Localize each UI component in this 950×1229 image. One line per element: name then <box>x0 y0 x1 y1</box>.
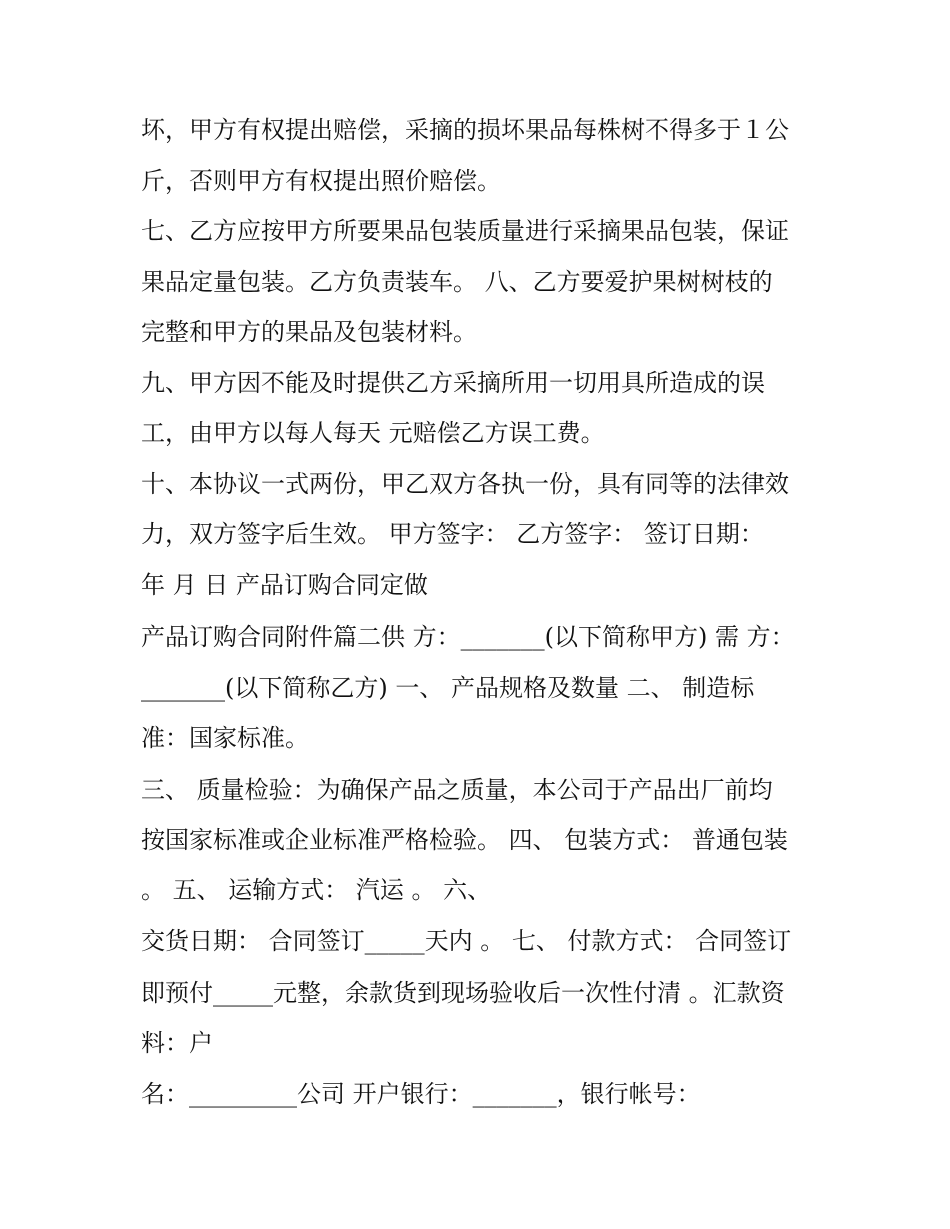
paragraph-line: 交货日期： 合同签订_____天内 。 七、 付款方式： 合同签订 <box>141 927 792 955</box>
paragraph-line: 工，由甲方以每人每天 元赔偿乙方误工费。 <box>141 419 605 447</box>
paragraph-line: 坏，甲方有权提出赔偿，采摘的损坏果品每株树不得多于１公 <box>141 116 789 144</box>
paragraph-line: 准：国家标准。 <box>141 724 309 752</box>
paragraph-line: 三、 质量检验：为确保产品之质量，本公司于产品出厂前均 <box>141 776 773 804</box>
paragraph-line: 产品订购合同附件篇二供 方：_______(以下简称甲方) 需 方： <box>141 623 795 651</box>
paragraph-line: 九、甲方因不能及时提供乙方采摘所用一切用具所造成的误 <box>141 369 765 397</box>
paragraph-line: 果品定量包装。乙方负责装车。 八、乙方要爱护果树树枝的 <box>141 268 773 296</box>
paragraph-line: 。 五、 运输方式： 汽运 。 六、 <box>141 876 492 904</box>
paragraph-line: 料：户 <box>141 1029 213 1057</box>
paragraph-line: 年 月 日 产品订购合同定做 <box>141 571 428 599</box>
paragraph-line: 力，双方签字后生效。 甲方签字： 乙方签字： 签订日期： <box>141 520 764 548</box>
paragraph-line: 十、本协议一式两份，甲乙双方各执一份，具有同等的法律效 <box>141 470 789 498</box>
paragraph-line: 名：_________公司 开户银行：_______，银行帐号： <box>141 1080 701 1108</box>
paragraph-line: 斤，否则甲方有权提出照价赔偿。 <box>141 167 501 195</box>
paragraph-line: 按国家标准或企业标准严格检验。 四、 包装方式： 普通包装 <box>141 826 788 854</box>
paragraph-line: 七、乙方应按甲方所要果品包装质量进行采摘果品包装，保证 <box>141 217 789 245</box>
paragraph-line: _______(以下简称乙方) 一、 产品规格及数量 二、 制造标 <box>141 674 755 702</box>
paragraph-line: 完整和甲方的果品及包装材料。 <box>141 318 477 346</box>
paragraph-line: 即预付_____元整，余款货到现场验收后一次性付清 。汇款资 <box>141 979 785 1007</box>
